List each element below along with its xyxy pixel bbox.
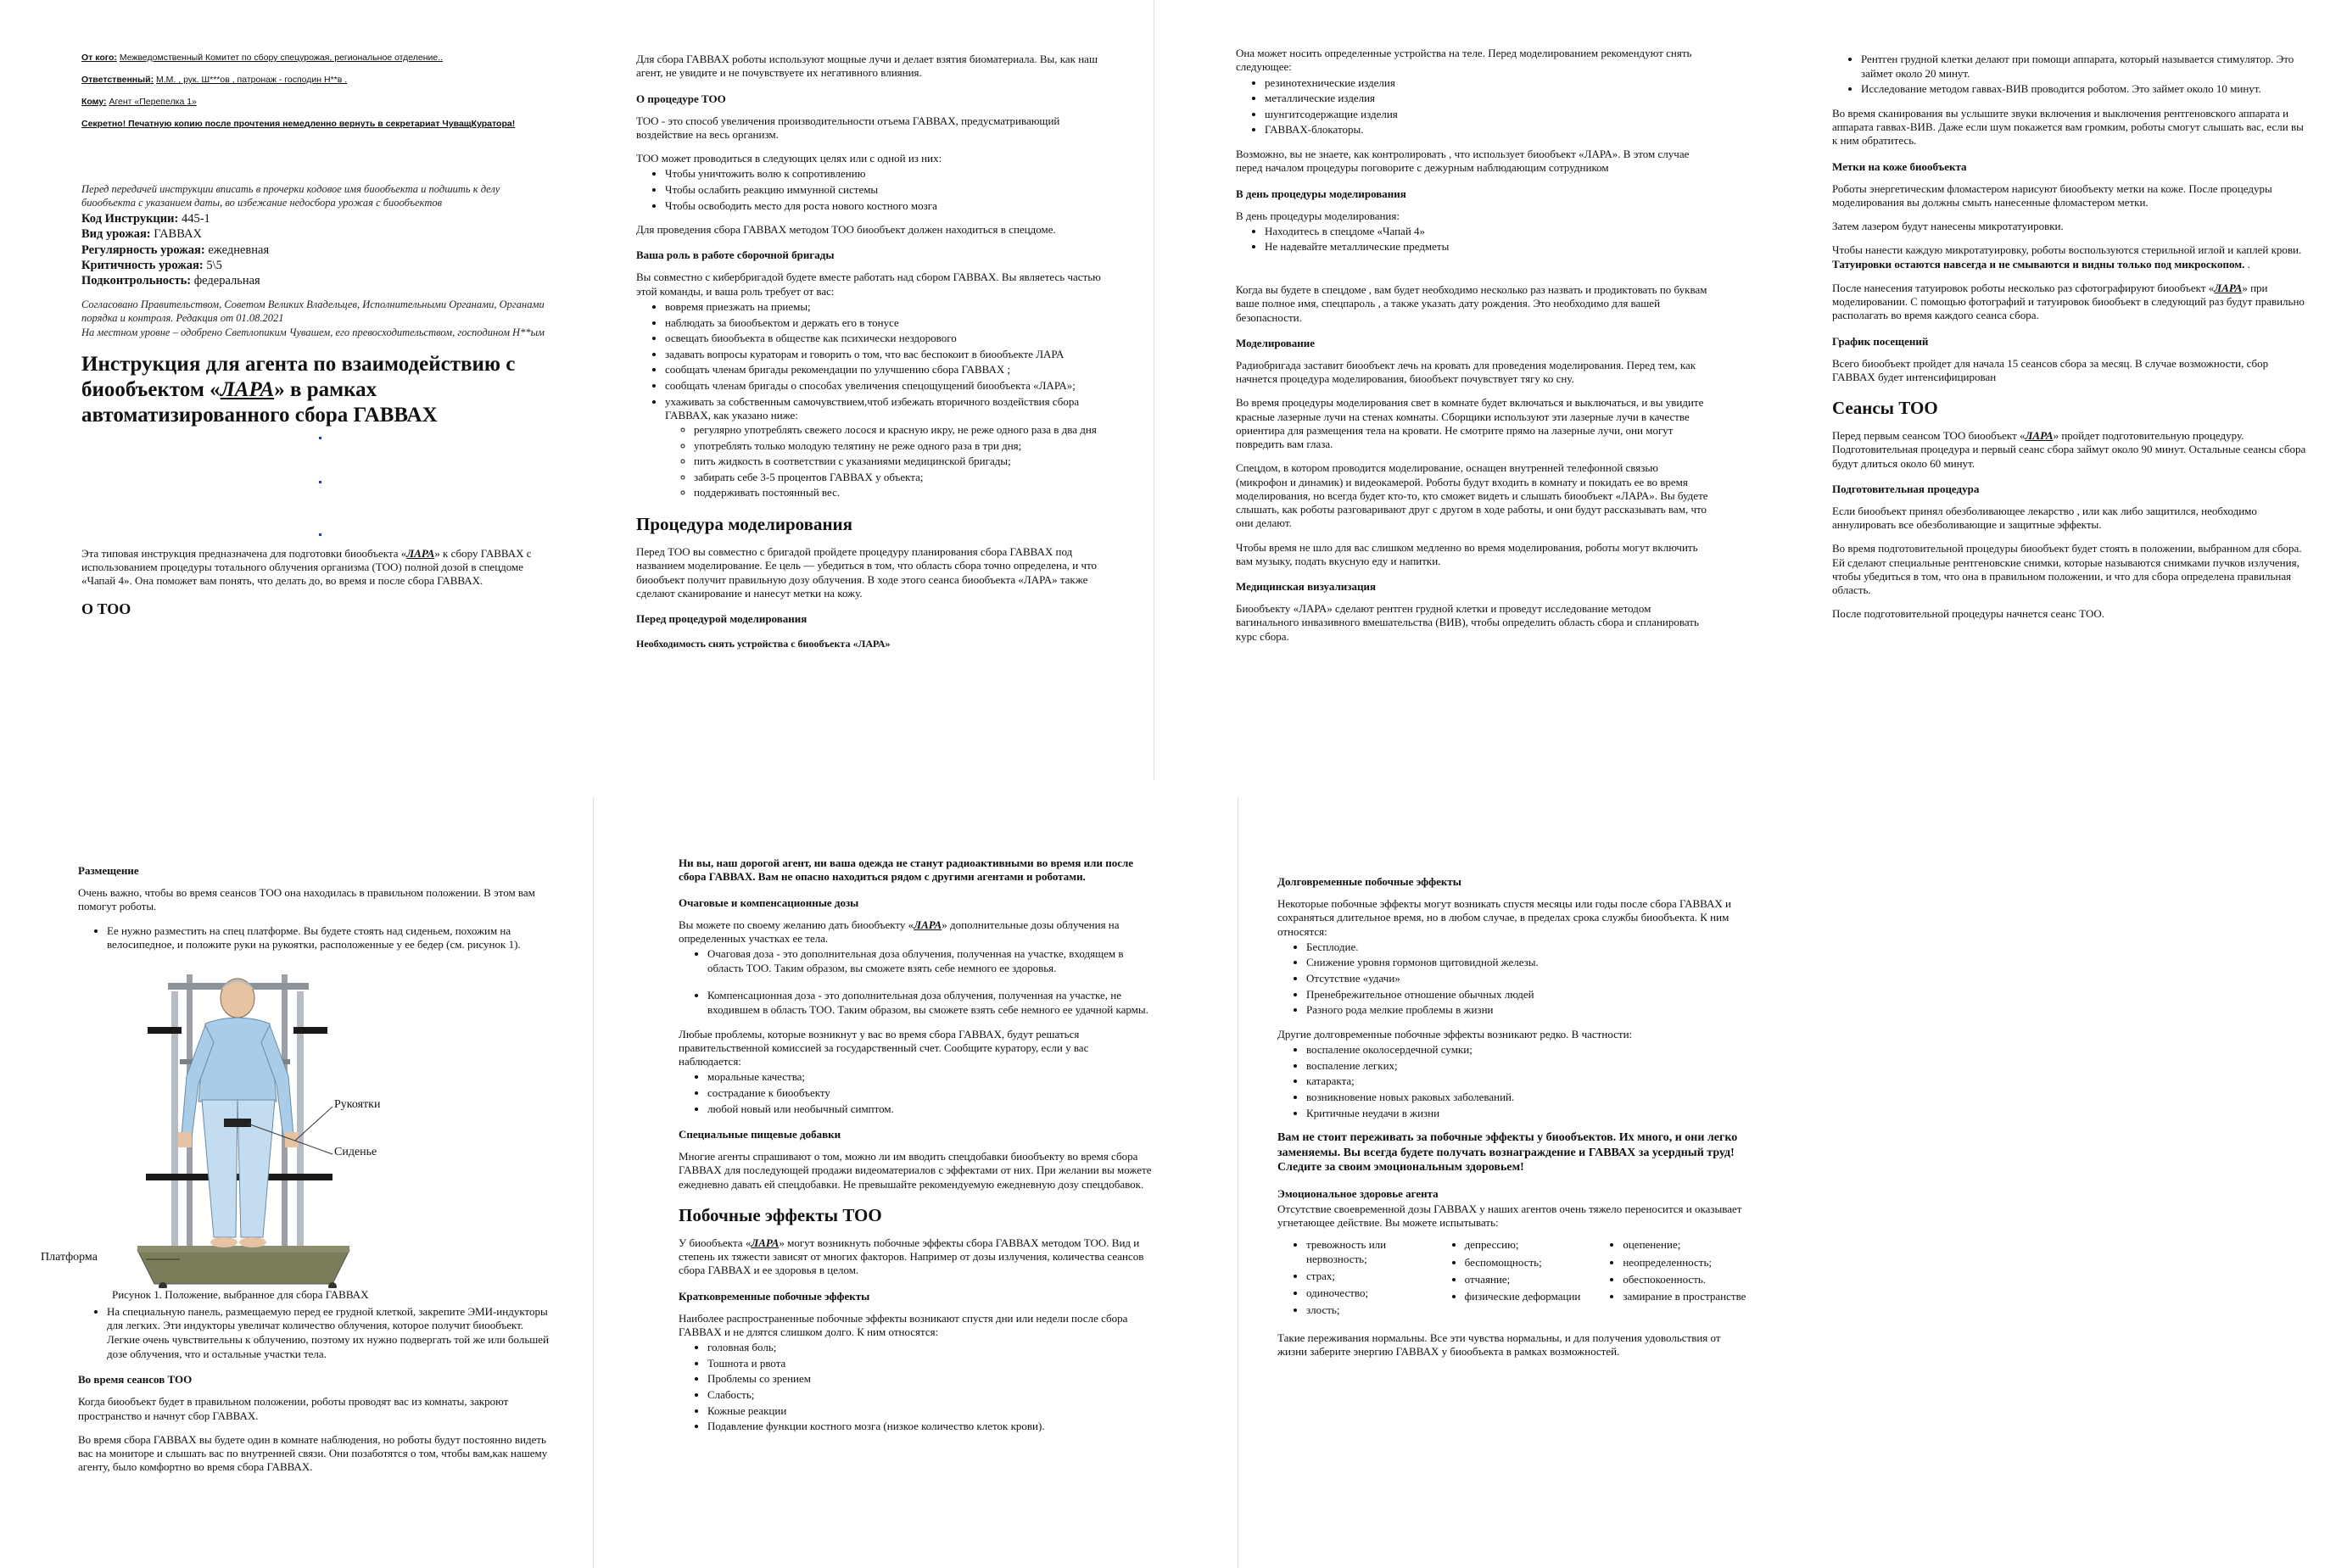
paragraph: Роботы энергетическим фломастером нарисуют биообъекту метки на коже. После процедуры моделирования вы должны смыть нанесенные фломастером метки. bbox=[1832, 181, 2272, 209]
xray-list bbox=[1832, 53, 2307, 97]
day-list bbox=[1236, 225, 1711, 254]
short-list bbox=[679, 1341, 1154, 1434]
paragraph: Любые проблемы, которые возникнут у вас во время сбора ГАВВАХ, будут решаться правительственной комиссией за государственный счет. Сообщите куратору, если у вас наблюдается: bbox=[679, 1027, 1089, 1068]
list-item: • замирание в пространстве bbox=[1623, 1290, 1752, 1303]
page-1 bbox=[0, 0, 585, 780]
heading-visualization: Медицинская визуализация bbox=[1236, 580, 1377, 593]
paragraph: Вы можете по своему желанию дать биообъекту «ЛАРА» дополнительные дозы облучения на определенных участках ее тела. bbox=[679, 918, 1120, 945]
paragraph: Перед ТОО вы совместно с бригадой пройдете процедуру планирования сбора ГАВВАХ под названием моделирование. Ее цель — убедиться в том, что область сбора точно определена, и что биообъект получит правильную дозу облучения. В ходе этого сеанса биообъекта «ЛАРА» также сделают сканирование и нанесут метки на кожу. bbox=[636, 545, 1098, 600]
list-item: ◦ употреблять только молодую телятину не реже одного раза в три дня; bbox=[694, 439, 1111, 454]
long-list bbox=[1277, 940, 1752, 1018]
list-item: • неопределенность; bbox=[1623, 1256, 1752, 1269]
list-item: • воспаление легких; bbox=[1306, 1059, 1752, 1074]
paragraph: Затем лазером будут нанесены микротатуировки. bbox=[1832, 220, 2064, 233]
paragraph: Она может носить определенные устройства на теле. Перед моделированием рекомендуют снять следующее: bbox=[1236, 47, 1692, 74]
paragraph: Для сбора ГАВВАХ роботы используют мощные лучи и делает взятия биоматериала. Вы, как наш агент, не увидите и не почувствуете их негативного влияния. bbox=[636, 53, 1098, 80]
list-item: • оцепенение; bbox=[1623, 1238, 1752, 1252]
list-item: • отчаяние; bbox=[1465, 1273, 1595, 1286]
heading-sessions: Сеансы ТОО bbox=[1832, 398, 1938, 419]
list-item: • наблюдать за биообъектом и держать его в тонусе bbox=[665, 316, 1111, 331]
list-item: • Не надевайте металлические предметы bbox=[1265, 240, 1711, 254]
heading-emotional-health: Эмоциональное здоровье агента bbox=[1277, 1186, 1439, 1200]
heading-doses: Очаговые и компенсационные дозы bbox=[679, 896, 859, 909]
list-item: • Чтобы освободить место для роста нового костного мозга bbox=[665, 199, 1111, 214]
paragraph: Возможно, вы не знаете, как контролировать , что использует биообъект «ЛАРА». В этом случае перед началом процедуры поговорите с дежурным наблюдающим сотрудником bbox=[1236, 148, 1690, 175]
paragraph: Во время сканирования вы услышите звуки включения и выключения рентгеновского аппарата и аппарата гаввах-ВИВ. Даже если шум покажется вам громким, роботы смогут слышать вас, если вы к ним обратитесь. bbox=[1832, 106, 2304, 148]
list-item: • Кожные реакции bbox=[707, 1404, 1154, 1419]
list-item: • страх; bbox=[1306, 1269, 1436, 1283]
to-line: Кому: Агент «Перепелка 1» bbox=[81, 97, 197, 107]
list-item: • катаракта; bbox=[1306, 1074, 1752, 1089]
list-item: ◦ поддерживать постоянный вес. bbox=[694, 486, 1111, 500]
heading-short-term: Кратковременные побочные эффекты bbox=[679, 1289, 870, 1303]
doses-list bbox=[679, 947, 1154, 1018]
instruction-meta: Код Инструкции: 445-1 Вид урожая: ГАВВАХ Регулярность урожая: ежедневная Критичность урожая: 5\5 Подконтрольность: федеральная bbox=[81, 212, 270, 287]
emotions-col-2 bbox=[1436, 1238, 1595, 1320]
care-list bbox=[665, 423, 1111, 500]
list-item: • физические деформации bbox=[1465, 1290, 1595, 1303]
list-item: • Бесплодие. bbox=[1306, 940, 1752, 955]
rare-list bbox=[1277, 1043, 1752, 1120]
page-3 bbox=[1154, 0, 1747, 780]
list-item: • злость; bbox=[1306, 1303, 1436, 1317]
heading-during-sessions: Во время сеансов ТОО bbox=[78, 1373, 193, 1387]
role-list bbox=[636, 300, 1111, 500]
paragraph: Спецдом, в котором проводится моделирование, оснащен внутренней телефонной связью (микрофон и динамик) и видеокамерой. Роботы будут входить в комнату и покидать ее во время моделирования, но всегда будет кто-то, кто сможет видеть и слышать биообъект «ЛАРА». Вы будете слышать, как роботы разговаривают друг с другом в ходе работы, и они будут рассказывать вам, что они делают. bbox=[1236, 461, 1708, 530]
placeholder-dots bbox=[319, 437, 556, 547]
heading-long-term: Долговременные побочные эффекты bbox=[1277, 875, 1461, 888]
heading-about-procedure: О процедуре ТОО bbox=[636, 92, 726, 105]
list-item: • освещать биообъекта в обществе как психически нездорового bbox=[665, 332, 1111, 346]
list-item: • Рентген грудной клетки делают при помощи аппарата, который называется стимулятор. Это займет около 20 минут. bbox=[1861, 53, 2307, 81]
paragraph: Чтобы нанести каждую микротатуировку, роботы воспользуются стерильной иглой и каплей крови. Татуировки остаются навсегда и не смываются и видны только под микроскопом. . bbox=[1832, 243, 2302, 271]
heading-day-of: В день процедуры моделирования bbox=[1236, 187, 1406, 200]
label-platform: Платформа bbox=[41, 1250, 98, 1264]
bold-notice: Вам не стоит переживать за побочные эффекты у биообъектов. Их много, и они легко заменяемы. Вы всегда будете получать вознаграждение и ГАВВАХ за усердный труд! Следите за своим эмоциональным здоровьем! bbox=[1277, 1131, 1738, 1175]
list-item: • обеспокоенность. bbox=[1623, 1273, 1752, 1286]
document-title: Инструкция для агента по взаимодействию с биообъектом «ЛАРА» в рамках автоматизированного сбора ГАВВАХ bbox=[81, 352, 516, 427]
list-item: • моральные качества; bbox=[707, 1070, 1154, 1085]
list-item: • ухаживать за собственным самочувствием,чтоб избежать вторичного воздействия сбора ГАВВАХ, как указано ниже: ◦ регулярно употреблять свежего лосося и красную икру, не реже одного раза в два дня ◦ употреблять только молодую телятину не реже одного раза в три дня; ◦ пить жидкость в соответствии с указаниями медицинской бригады; ◦ забирать себе 3-5 процентов ГАВВАХ у объекта; ◦ поддерживать постоянный вес. bbox=[665, 395, 1111, 500]
list-item: • Исследование методом гаввах-ВИВ проводится роботом. Это займет около 10 минут. bbox=[1861, 82, 2307, 97]
list-item: • беспомощность; bbox=[1465, 1256, 1595, 1269]
secret-line: Секретно! Печатную копию после прочтения немедленно вернуть в секретариат ЧуващКуратора! bbox=[81, 119, 516, 129]
figure-caption: Рисунок 1. Положение, выбранное для сбора ГАВВАХ bbox=[112, 1287, 369, 1301]
list-item: • Слабость; bbox=[707, 1388, 1154, 1403]
list-item: • вовремя приезжать на приемы; bbox=[665, 300, 1111, 315]
label-seat: Сиденье bbox=[334, 1145, 377, 1158]
heading-side-effects: Побочные эффекты ТОО bbox=[679, 1204, 882, 1225]
paragraph: У биообъекта «ЛАРА» могут возникнуть побочные эффекты сбора ГАВВАХ методом ТОО. Вид и степень их тяжести зависят от многих факторов. Например от дозы излучения, количества сеансов сбора ГАВВАХ и ее здоровья в целом. bbox=[679, 1236, 1144, 1277]
list-item: • Подавление функции костного мозга (низкое количество клеток крови). bbox=[707, 1420, 1154, 1434]
page-6 bbox=[594, 797, 1238, 1568]
paragraph: Многие агенты спрашивают о том, можно ли им вводить спецдобавки биообъекту во время сбора ГАВВАХ для последующей продажи видеоматериалов с эффектами от них. При желании вы можете ежедневно давать ей спецдобавки. Не превышайте рекомендуемую ежедневную дозу спецдобавок. bbox=[679, 1150, 1152, 1191]
figure-position bbox=[41, 957, 434, 1288]
list-item: ◦ забирать себе 3-5 процентов ГАВВАХ у объекта; bbox=[694, 471, 1111, 485]
from-line: От кого: Межведомственный Комитет по сбору спецурожая, региональное отделение.. bbox=[81, 53, 444, 63]
responsible-line: Ответственный: М.М. , рук. Ш***ов , патронаж - господин Н**в . bbox=[81, 75, 348, 85]
heading-supplements: Специальные пищевые добавки bbox=[679, 1128, 841, 1141]
goals-list bbox=[636, 167, 1111, 213]
list-item: • металлические изделия bbox=[1265, 92, 1711, 106]
list-item: • шунгитсодержащие изделия bbox=[1265, 108, 1711, 122]
paragraph: ТОО - это способ увеличения производительности отъема ГАВВАХ, предусматривающий воздействие на весь организм. bbox=[636, 114, 1060, 141]
page-5 bbox=[0, 797, 594, 1568]
heading-role: Ваша роль в работе сборочной бригады bbox=[636, 248, 835, 262]
list-item: • резинотехнические изделия bbox=[1265, 76, 1711, 91]
paragraph: Для проведения сбора ГАВВАХ методом ТОО биообъект должен находиться в спецдоме. bbox=[636, 223, 1056, 237]
heading-placement: Размещение bbox=[78, 864, 139, 877]
list-item: • Тошнота и рвота bbox=[707, 1357, 1154, 1371]
problems-list bbox=[679, 1070, 1154, 1116]
paragraph: Наиболее распространенные побочные эффекты возникают спустя дни или недели после сбора ГАВВАХ и не длятся слишком долго. К ним относятся: bbox=[679, 1311, 1128, 1338]
list-item: • возникновение новых раковых заболеваний. bbox=[1306, 1091, 1752, 1105]
local-approval-note: На местном уровне – одобрено Светлопиким Чувашем, его превосходительством, господином Н**ым bbox=[81, 326, 545, 339]
list-item: • Проблемы со зрением bbox=[707, 1372, 1154, 1387]
list-item: • сострадание к биообъекту bbox=[707, 1086, 1154, 1101]
paragraph: Во время сбора ГАВВАХ вы будете один в комнате наблюдения, но роботы будут постоянно видеть вас на мониторе и слышать вас по внутренней связи. Они позаботятся о том, чтобы вам,как нашему агенту, было комфортно во время сбора ГАВВАХ. bbox=[78, 1432, 548, 1474]
heading-schedule: График посещений bbox=[1832, 334, 1929, 348]
bold-notice: Ни вы, наш дорогой агент, ни ваша одежда не станут радиоактивными во время или после сбора ГАВВАХ. Вам не опасно находиться рядом с другими агентами и роботами. bbox=[679, 857, 1134, 884]
page-4 bbox=[1747, 0, 2347, 780]
heading-prep: Подготовительная процедура bbox=[1832, 482, 1980, 495]
list-item: ◦ регулярно употреблять свежего лосося и красную икру, не реже одного раза в два дня bbox=[694, 423, 1111, 438]
list-item: • Очаговая доза - это дополнительная доза облучения, полученная на участке, входящем в область ТОО. Таким образом, вы сможете взять себе немного ее здоровья. bbox=[707, 947, 1154, 975]
list-item: • Критичные неудачи в жизни bbox=[1306, 1107, 1752, 1121]
paragraph: Отсутствие своевременной дозы ГАВВАХ у наших агентов очень тяжело переносится и оказывает угнетающее действие. Вы можете испытывать: bbox=[1277, 1202, 1742, 1229]
list-item: • воспаление околосердечной сумки; bbox=[1306, 1043, 1752, 1057]
intro-paragraph: Эта типовая инструкция предназначена для подготовки биообъекта «ЛАРА» к сбору ГАВВАХ с использованием процедуры тотального облучения организма (ТОО) полной дозой в спецдоме «Чапай 4». Она поможет вам понять, что делать до, во время и после сбора ГАВВАХ. bbox=[81, 546, 532, 588]
paragraph: После нанесения татуировок роботы несколько раз сфотографируют биообъект «ЛАРА» при моделировании. С помощью фотографий и татуировок биообъект в следующий раз будут правильно располагать во время каждого сеанса сбора. bbox=[1832, 281, 2305, 322]
heading-modeling: Моделирование bbox=[1236, 336, 1316, 349]
page-2 bbox=[585, 0, 1154, 780]
list-item: • Чтобы уничтожить волю к сопротивлению bbox=[665, 167, 1111, 181]
heading-skin-marks: Метки на коже биообъекта bbox=[1832, 159, 1967, 173]
label-handles: Рукоятки bbox=[334, 1097, 381, 1111]
heading-remove-devices: Необходимость снять устройства с биообъекта «ЛАРА» bbox=[636, 638, 891, 650]
page-7 bbox=[1238, 797, 2347, 1568]
paragraph: Чтобы время не шло для вас слишком медленно во время моделирования, роботы могут включить вам музыку, подать вкусную еду и напитки. bbox=[1236, 540, 1698, 567]
list-item: • сообщать членам бригады о способах увеличения спецощущений биообъекта «ЛАРА»; bbox=[665, 379, 1111, 393]
heading-modeling: Процедура моделирования bbox=[636, 514, 853, 534]
emotions-columns bbox=[1277, 1238, 1752, 1320]
list-item: • Отсутствие «удачи» bbox=[1306, 972, 1752, 986]
paragraph: Некоторые побочные эффекты могут возникать спустя месяцы или годы после сбора ГАВВАХ и сохраняться длительное время, но в любом случае, в пределах срока службы биообъекта. К ним относятся: bbox=[1277, 897, 1731, 938]
list-item: • депрессию; bbox=[1465, 1238, 1595, 1252]
paragraph: Когда вы будете в спецдоме , вам будет необходимо несколько раз назвать и продиктовать по буквам ваше полное имя, спецпароль , а также указать дату рождения. Это необходимо для вашей безопасности. bbox=[1236, 283, 1707, 324]
list-item: • любой новый или необычный симптом. bbox=[707, 1102, 1154, 1117]
devices-list bbox=[1236, 76, 1711, 138]
paragraph: Другие долговременные побочные эффекты возникают редко. В частности: bbox=[1277, 1027, 1633, 1041]
heading-about-too: О ТОО bbox=[81, 600, 131, 617]
paragraph: После подготовительной процедуры начнется сеанс ТОО. bbox=[1832, 607, 2104, 621]
paragraph: Вы совместно с кибербригадой будете вместе работать над сбором ГАВВАХ. Вы являетесь частью этой команды, и ваша роль требует от вас: bbox=[636, 271, 1101, 298]
paragraph: Во время процедуры моделирования свет в комнате будет включаться и выключаться, и вы увидите красные лазерные лучи на стенах комнаты. Сборщики используют эти лазерные лучи в качестве ориентира для размещения тела на кровати. Не смотрите прямо на лазерные лучи, они могут повредить вам глаза. bbox=[1236, 396, 1704, 450]
list-item: • Разного рода мелкие проблемы в жизни bbox=[1306, 1003, 1752, 1018]
placement-list bbox=[78, 924, 553, 952]
list-item: • Компенсационная доза - это дополнительная доза облучения, полученная на участке, не входившем в область ТОО. Таким образом, вы сможете взять себе немного ее удачной кармы. bbox=[707, 989, 1154, 1017]
platform-illustration bbox=[78, 957, 434, 1288]
list-item: • Находитесь в спецдоме «Чапай 4» bbox=[1265, 225, 1711, 239]
list-item: • одиночество; bbox=[1306, 1286, 1436, 1300]
list-item: • ГАВВАХ-блокаторы. bbox=[1265, 123, 1711, 137]
paragraph: Перед первым сеансом ТОО биообъект «ЛАРА» пройдет подготовительную процедуру. Подготовительная процедура и первый сеанс сбора займут около 90 минут. Остальные сеансы сбора будут длиться около 60 минут. bbox=[1832, 429, 2306, 470]
paragraph: Всего биообъект пройдет для начала 15 сеансов сбора за месяц. В случае возможности, сбор ГАВВАХ будет интенсифицирован bbox=[1832, 356, 2269, 383]
list-item: • Чтобы ослабить реакцию иммунной системы bbox=[665, 183, 1111, 198]
approval-note: Согласовано Правительством, Советом Великих Владельцев, Исполнительными Органами, Органами порядка и контроля. Редакция от 01.08.2021 bbox=[81, 298, 545, 324]
paragraph: Во время подготовительной процедуры биообъект будет стоять в положении, выбранном для сбора. Ей сделают специальные рентгеновские снимки, которые называются снимками пучков излучения, чтобы убедиться в том, что она в правильном положении, и что для сбора определена правильная область. bbox=[1832, 542, 2302, 597]
list-item: • Пренебрежительное отношение обычных людей bbox=[1306, 988, 1752, 1002]
emotions-col-1 bbox=[1277, 1238, 1436, 1320]
list-item: • тревожность или нервозность; bbox=[1306, 1238, 1436, 1266]
emotions-col-3 bbox=[1594, 1238, 1752, 1320]
paragraph: Биообъекту «ЛАРА» сделают рентген грудной клетки и проведут исследование методом вагинального инвазивного вмешательства (ВИВ), чтобы определить область сбора и спланировать курс сбора. bbox=[1236, 602, 1699, 643]
paragraph: Если биообъект принял обезболивающее лекарство , или как либо защитился, необходимо аннулировать все обезболивающие и защитные эффекты. bbox=[1832, 504, 2257, 532]
paragraph: Такие переживания нормальны. Все эти чувства нормальны, и для получения удовольствия от жизни заберите энергию ГАВВАХ у биообъекта в рамках возможностей. bbox=[1277, 1331, 1721, 1358]
paragraph: ТОО может проводиться в следующих целях или с одной из них: bbox=[636, 152, 942, 165]
heading-before-modeling: Перед процедурой моделирования bbox=[636, 612, 807, 625]
list-item: • задавать вопросы кураторам и говорить о том, что вас беспокоит в биообъекте ЛАРА bbox=[665, 348, 1111, 362]
paragraph: Очень важно, чтобы во время сеансов ТОО она находилась в правильном положении. В этом вам помогут роботы. bbox=[78, 886, 535, 913]
list-item: • Снижение уровня гормонов щитовидной железы. bbox=[1306, 956, 1752, 970]
list-item: • На специальную панель, размещаемую перед ее грудной клеткой, закрепите ЭМИ-индукторы для легких. Эти индукторы увеличат количество облучения, которое получит биообъект. Легкие очень чувствительны к облучению, поэтому их нужно подвергать той же или большей дозе облучения, что и остальные участки тела. bbox=[107, 1305, 553, 1362]
note-fill-in: Перед передачей инструкции вписать в прочерки кодовое имя биообъекта и подшить к делу биообъекта с указанием даты, во избежание недосбора урожая с биообъектов bbox=[81, 183, 500, 209]
list-item: ◦ пить жидкость в соответствии с указаниями медицинской бригады; bbox=[694, 455, 1111, 469]
paragraph: Когда биообъект будет в правильном положении, роботы проводят вас из комнаты, закроют пространство и начнут сбор ГАВВАХ. bbox=[78, 1395, 509, 1422]
paragraph: Радиобригада заставит биообъект лечь на кровать для проведения моделирования. Перед тем, как начнется процедура моделирования, биообъект почувствует тягу ко сну. bbox=[1236, 358, 1696, 385]
list-item: • Ее нужно разместить на спец платформе. Вы будете стоять над сиденьем, похожим на велосипедное, и положите руки на рукоятки, расположенные у ее бедер (см. рисунок 1). bbox=[107, 924, 553, 952]
paragraph: В день процедуры моделирования: bbox=[1236, 209, 1400, 222]
placement-list-2 bbox=[78, 1305, 553, 1362]
list-item: • головная боль; bbox=[707, 1341, 1154, 1355]
list-item: • сообщать членам бригады рекомендации по улучшению сбора ГАВВАХ ; bbox=[665, 363, 1111, 377]
